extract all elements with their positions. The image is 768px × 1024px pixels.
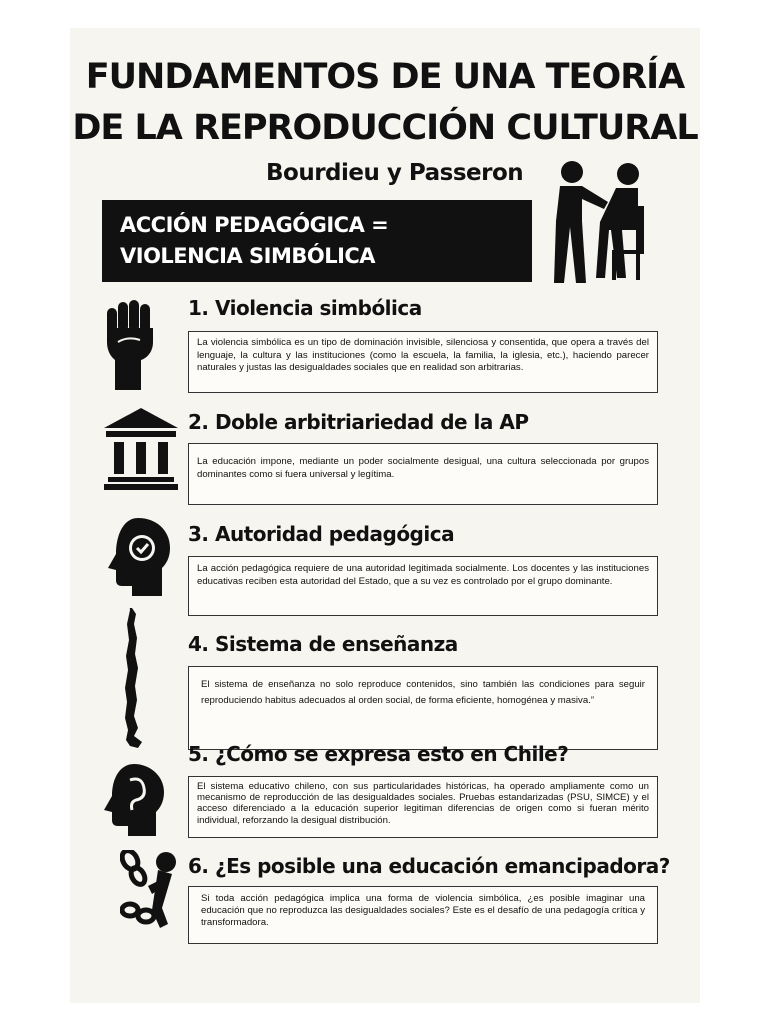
subtitle: Bourdieu y Passeron [266,160,524,186]
chile-map-icon [116,608,148,754]
title-line-1: FUNDAMENTOS DE UNA TEORÍA [85,57,685,97]
section-2-text: La educación impone, mediante un poder socialmente desigual, una cultura seleccionada por grupos dominantes como si fuera universal y legítima. [188,443,658,505]
section-doble-arbitrariedad [70,410,700,510]
raised-fist-icon [104,298,156,390]
section-5-title: 5. ¿Cómo se expresa esto en Chile? [188,742,569,766]
head-checkmark-icon [104,518,170,598]
section-chile [70,742,700,842]
banner-line-1: ACCIÓN PEDAGÓGICA = [120,213,389,237]
section-violencia-simbolica [70,296,700,396]
teacher-student-icon [540,158,660,283]
section-5-text: El sistema educativo chileno, con sus particularidades históricas, ha operado ampliamente como un mecanismo de reproducción de las desigualdades sociales. Pruebas estandarizadas (PSU, SIMCE) y el acceso diferenciado a la educación superior legitiman diferencias de origen como si fueran mérito individual, reforzando la desigual distribución. [188,776,658,838]
section-1-title: 1. Violencia simbólica [188,296,422,320]
section-2-title: 2. Doble arbitriariedad de la AP [188,410,529,434]
banner-text [120,210,388,272]
institution-building-icon [104,408,178,490]
banner [102,200,532,282]
section-3-title: 3. Autoridad pedagógica [188,522,455,546]
section-educacion-emancipadora [70,854,700,954]
broken-chain-fist-icon [120,850,180,930]
section-autoridad-pedagogica [70,522,700,622]
section-3-text: La acción pedagógica requiere de una autoridad legitimada socialmente. Los docentes y las instituciones educativas reciben esta autoridad del Estado, que a su vez es controlado por el grupo dominante. [188,556,658,616]
section-sistema-ensenanza [70,632,700,752]
banner-line-2: VIOLENCIA SIMBÓLICA [120,244,376,268]
title-line-2: DE LA REPRODUCCIÓN CULTURAL [72,108,698,148]
section-6-text: Si toda acción pedagógica implica una forma de violencia simbólica, ¿es posible imaginar una educación que no reproduzca las desigualdades sociales? Este es el desafío de una pedagogía crítica y transformadora. [188,886,658,944]
head-brain-icon [104,764,164,836]
section-4-title: 4. Sistema de enseñanza [188,632,458,656]
section-1-text: La violencia simbólica es un tipo de dominación invisible, silenciosa y consentida, que opera a través del lenguaje, la cultura y las instituciones (como la escuela, la familia, la iglesia, etc.), haciendo parecer naturales y justas las desigualdades sociales que en realidad son arbitrarias. [188,331,658,393]
infographic-poster [70,28,700,1003]
section-4-text: El sistema de enseñanza no solo reproduce contenidos, sino también las condiciones para seguir reproduciendo habitus adecuados al orden social, de forma eficiente, homogénea y masiva.” [188,666,658,750]
section-6-title: 6. ¿Es posible una educación emancipadora? [188,854,670,878]
